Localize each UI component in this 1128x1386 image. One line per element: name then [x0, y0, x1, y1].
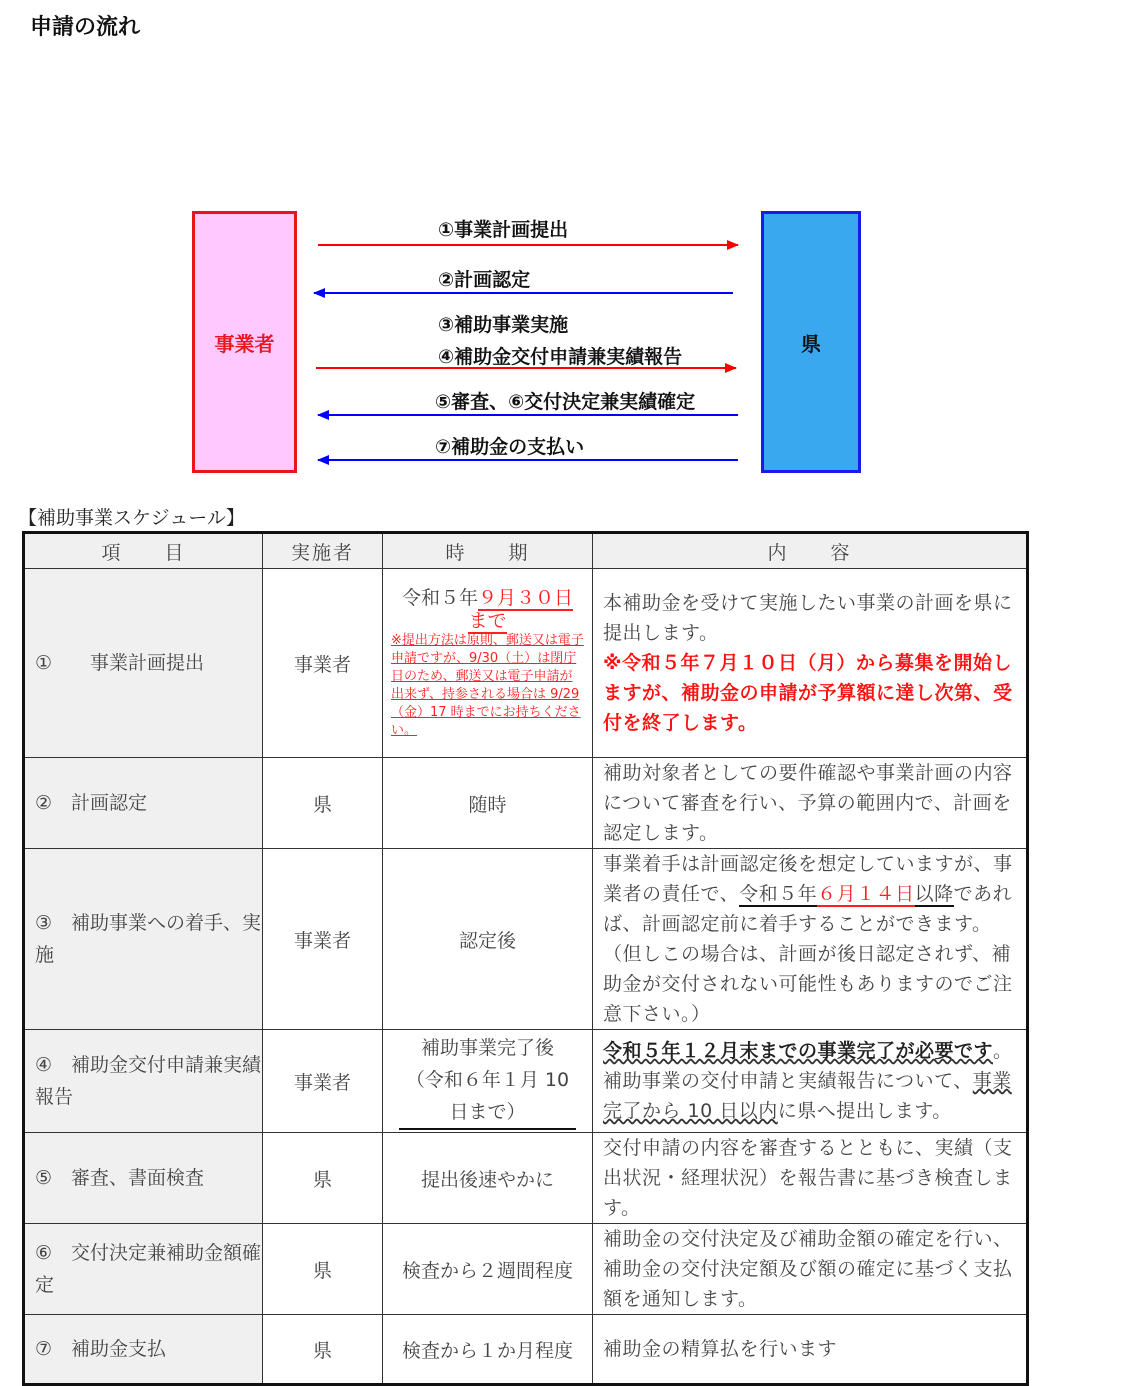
table-row — [24, 758, 1028, 849]
row4-actor: 事業者 — [263, 1030, 383, 1133]
row3-period: 認定後 — [383, 849, 593, 1030]
page-title: 申請の流れ — [30, 15, 141, 40]
row1-item: ① 事業計画提出 — [24, 569, 263, 758]
row6-actor: 県 — [263, 1224, 383, 1315]
table-row — [24, 1133, 1028, 1224]
table-row — [24, 1315, 1028, 1385]
flow-step-2: ②計画認定 — [438, 269, 531, 291]
row3-item: ③ 補助事業への着手、実施 — [24, 849, 263, 1030]
row1-period-note: ※提出方法は原則、郵送又は電子申請ですが、9/30（土）は閉庁日のため、郵送又は電子申請が出来ず、持参される場合は 9/29（金）17 時までにお持ちください。 — [391, 633, 584, 738]
flow-step-4: ④補助金交付申請兼実績報告 — [438, 346, 683, 368]
flow-step-1: ①事業計画提出 — [438, 219, 569, 241]
row2-content: 補助対象者としての要件確認や事業計画の内容について審査を行い、予算の範囲内で、計画を認定します。 — [593, 758, 1028, 849]
applicant-label: 事業者 — [214, 331, 275, 356]
table-header-row — [24, 533, 1028, 569]
row6-content: 補助金の交付決定及び補助金額の確定を行い、補助金の交付決定額及び額の確定に基づく支払額を通知します。 — [593, 1224, 1028, 1315]
row7-actor: 県 — [263, 1315, 383, 1385]
flow-arrows — [0, 0, 1128, 500]
flow-step-7: ⑦補助金の支払い — [435, 436, 585, 458]
table-row — [24, 1224, 1028, 1315]
row2-item: ② 計画認定 — [24, 758, 263, 849]
prefecture-label: 県 — [801, 331, 821, 356]
header-period: 時 期 — [383, 533, 593, 569]
table-row — [24, 569, 1028, 758]
row1-content: 本補助金を受けて実施したい事業の計画を県に提出します。 ※令和５年７月１０日（月）から募集を開始しますが、補助金の申請が予算額に達し次第、受付を終了します。 — [593, 569, 1028, 758]
header-actor: 実施者 — [263, 533, 383, 569]
row4-item: ④ 補助金交付申請兼実績報告 — [24, 1030, 263, 1133]
row5-content: 交付申請の内容を審査するとともに、実績（支出状況・経理状況）を報告書に基づき検査します。 — [593, 1133, 1028, 1224]
flow-step-5: ⑤審査、⑥交付決定兼実績確定 — [435, 391, 696, 413]
row6-period: 検査から２週間程度 — [383, 1224, 593, 1315]
table-row — [24, 1030, 1028, 1133]
table-row — [24, 849, 1028, 1030]
row3-content: 事業着手は計画認定後を想定していますが、事業者の責任で、令和５年６月１４日以降であれば、計画認定前に着手することができます。（但しこの場合は、計画が後日認定されず、補助金が交付されない可能性もありますのでご注意下さい。） — [593, 849, 1028, 1030]
schedule-table — [22, 531, 1029, 1386]
row2-actor: 県 — [263, 758, 383, 849]
row7-content: 補助金の精算払を行います — [593, 1315, 1028, 1385]
row4-content: 令和５年１２月末までの事業完了が必要です。補助事業の交付申請と実績報告について、事業完了から 10 日以内に県へ提出します。 — [593, 1030, 1028, 1133]
flow-step-3: ③補助事業実施 — [438, 314, 569, 336]
header-item: 項 目 — [24, 533, 263, 569]
row7-period: 検査から１か月程度 — [383, 1315, 593, 1385]
row5-item: ⑤ 審査、書面検査 — [24, 1133, 263, 1224]
row2-period: 随時 — [383, 758, 593, 849]
row1-actor: 事業者 — [263, 569, 383, 758]
row6-item: ⑥ 交付決定兼補助金額確定 — [24, 1224, 263, 1315]
row5-period: 提出後速やかに — [383, 1133, 593, 1224]
header-content: 内 容 — [593, 533, 1028, 569]
row4-period: 補助事業完了後 （令和６年１月 10 日まで） — [383, 1030, 593, 1133]
row1-period: 令和５年９月３０日 まで ※提出方法は原則、郵送又は電子申請ですが、9/30（土）は閉庁日のため、郵送又は電子申請が出来ず、持参される場合は 9/29（金）17 時までにお持ちください。 — [383, 569, 593, 758]
row7-item: ⑦ 補助金支払 — [24, 1315, 263, 1385]
schedule-title: 【補助事業スケジュール】 — [18, 507, 245, 529]
row5-actor: 県 — [263, 1133, 383, 1224]
row3-actor: 事業者 — [263, 849, 383, 1030]
